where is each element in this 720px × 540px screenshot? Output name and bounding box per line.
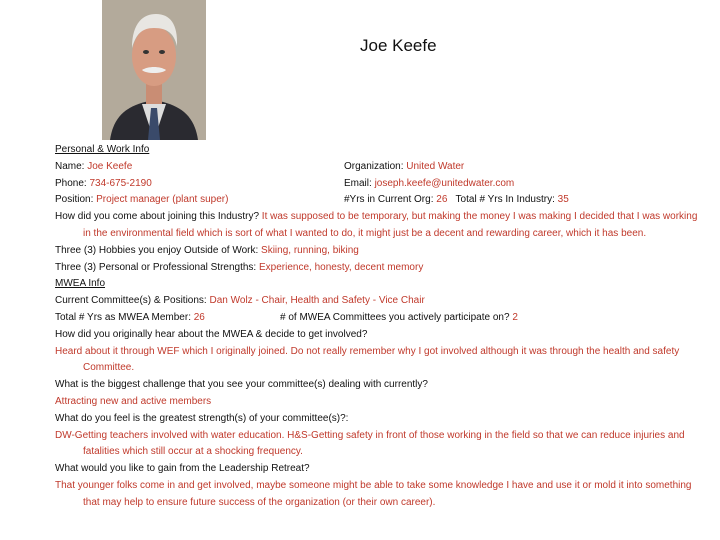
- joining-label: How did you come about joining this Industry?: [55, 211, 262, 223]
- committee-count-field: [280, 310, 518, 327]
- joining-question: [55, 209, 705, 243]
- name-label: Name:: [55, 160, 88, 172]
- org-value: United Water: [406, 160, 465, 172]
- member-yrs-value: 26: [193, 311, 205, 323]
- strengths-label: Three (3) Personal or Professional Strengths:: [55, 261, 259, 273]
- email-value: joseph.keefe@unitedwater.com: [374, 177, 515, 189]
- committees-value: Dan Wolz - Chair, Health and Safety - Vice Chair: [209, 295, 425, 307]
- committees-label: Current Committee(s) & Positions:: [55, 295, 210, 307]
- section-title-mwea: MWEA Info: [55, 278, 106, 290]
- portrait-photo: [102, 0, 206, 140]
- challenge-answer: Attracting new and active members: [55, 395, 212, 407]
- yrs-industry-label: Total # Yrs In Industry:: [455, 194, 558, 206]
- section-mwea: [55, 276, 705, 293]
- section-personal: [55, 142, 705, 159]
- strengths-row: [55, 260, 705, 277]
- section-title-personal: Personal & Work Info: [55, 144, 150, 155]
- phone-row: [55, 176, 705, 193]
- org-label: Organization:: [344, 160, 407, 172]
- hobbies-row: [55, 243, 705, 260]
- name-row: [55, 159, 705, 176]
- hear-answer: Heard about it through WEF which I originally joined. Do not really remember why I got involved although it was through the health and safety Committee.: [55, 345, 680, 374]
- yrs-industry-value: 35: [557, 194, 569, 206]
- page-title: Joe Keefe: [360, 36, 437, 55]
- name-value: Joe Keefe: [87, 160, 133, 172]
- yrs-org-value: 26: [436, 194, 448, 206]
- profile-content: [55, 142, 705, 512]
- member-years-row: [55, 310, 705, 327]
- position-value: Project manager (plant super): [96, 194, 229, 206]
- years-field: [344, 192, 569, 209]
- phone-value: 734-675-2190: [89, 177, 152, 189]
- retreat-question: What would you like to gain from the Leadership Retreat?: [55, 463, 310, 475]
- committee-count-value: 2: [512, 311, 518, 323]
- hobbies-label: Three (3) Hobbies you enjoy Outside of Work:: [55, 244, 262, 256]
- challenge-question: What is the biggest challenge that you see your committee(s) dealing with currently?: [55, 379, 428, 391]
- organization-field: [344, 159, 464, 176]
- strength-answer: DW-Getting teachers involved with water education. H&S-Getting safety in front of those working in the field so that we can reduce injuries and fatalities which still occur at a shocking frequency.: [55, 429, 685, 458]
- hobbies-value: Skiing, running, biking: [261, 244, 359, 256]
- strengths-value: Experience, honesty, decent memory: [258, 261, 424, 273]
- email-label: Email:: [344, 177, 375, 189]
- yrs-org-label: #Yrs in Current Org:: [344, 194, 437, 206]
- position-label: Position:: [55, 194, 97, 206]
- committees-row: [55, 293, 705, 310]
- retreat-answer: That younger folks come in and get involved, maybe someone might be able to take some knowledge I have and use it or mold it into something that may help to ensure future success of the organization (or their own career).: [55, 479, 692, 508]
- phone-label: Phone:: [55, 177, 90, 189]
- strength-question: What do you feel is the greatest strength(s) of your committee(s)?:: [55, 412, 349, 424]
- joining-answer: It was supposed to be temporary, but making the money I was making I decided that I was working in the environmental field which is sort of what I wanted to do, it might just be a decent and rewarding career, which it has been.: [83, 211, 698, 239]
- committee-count-label: # of MWEA Committees you actively participate on?: [280, 311, 513, 323]
- hear-question: How did you originally hear about the MWEA & decide to get involved?: [55, 328, 368, 340]
- member-yrs-label: Total # Yrs as MWEA Member:: [55, 311, 194, 323]
- position-row: [55, 192, 705, 209]
- email-field: [344, 176, 514, 193]
